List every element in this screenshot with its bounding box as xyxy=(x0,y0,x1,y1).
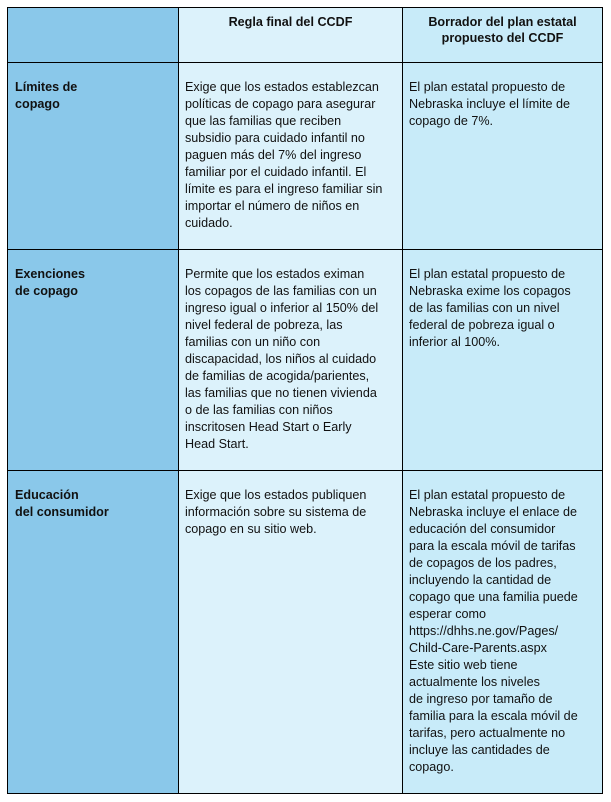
final-rule-cell xyxy=(179,250,403,471)
final-rule-line: las familias que no tienen vivienda xyxy=(185,386,377,400)
state-plan-line: incluye las cantidades de xyxy=(409,743,550,757)
state-plan-line: https://dhhs.ne.gov/Pages/ xyxy=(409,624,559,638)
row-label-line: del consumidor xyxy=(15,505,109,519)
state-plan-line: El plan estatal propuesto de xyxy=(409,267,566,281)
state-plan-line: Nebraska incluye el límite de xyxy=(409,97,570,111)
state-plan-line: copago. xyxy=(409,760,454,774)
state-plan-line: de copagos de los padres, xyxy=(409,556,557,570)
final-rule-line: o de las familias con niños xyxy=(185,403,333,417)
final-rule-line: información sobre su sistema de xyxy=(185,505,367,519)
final-rule-line: inscritosen Head Start o Early xyxy=(185,420,352,434)
table-row xyxy=(8,63,603,250)
state-plan-cell xyxy=(403,250,603,471)
state-plan-line: actualmente los niveles xyxy=(409,675,540,689)
state-plan-line: tarifas, pero actualmente no xyxy=(409,726,566,740)
final-rule-line: Exige que los estados establezcan xyxy=(185,80,379,94)
state-plan-line: Child-Care-Parents.aspx xyxy=(409,641,547,655)
table-row xyxy=(8,250,603,471)
row-label-line: copago xyxy=(15,97,60,111)
row-label-copay-limits xyxy=(8,63,179,250)
header-row xyxy=(8,8,603,63)
final-rule-line: políticas de copago para asegurar xyxy=(185,97,376,111)
final-rule-line: importar el número de niños en xyxy=(185,199,360,213)
table-row xyxy=(8,471,603,794)
row-label-copay-exemptions xyxy=(8,250,179,471)
final-rule-line: ingreso igual o inferior al 150% del xyxy=(185,301,379,315)
final-rule-line: que las familias que reciben xyxy=(185,114,342,128)
state-plan-line: educación del consumidor xyxy=(409,522,556,536)
final-rule-line: copago en su sitio web. xyxy=(185,522,317,536)
row-label-line: Educación xyxy=(15,488,79,502)
final-rule-line: Permite que los estados eximan xyxy=(185,267,365,281)
state-plan-line: federal de pobreza igual o xyxy=(409,318,555,332)
state-plan-line: Nebraska incluye el enlace de xyxy=(409,505,578,519)
row-label-line: Límites de xyxy=(15,80,78,94)
final-rule-line: de familias de acogida/parientes, xyxy=(185,369,370,383)
row-label-consumer-education xyxy=(8,471,179,794)
final-rule-line: cuidado. xyxy=(185,216,233,230)
final-rule-line: discapacidad, los niños al cuidado xyxy=(185,352,377,366)
row-label-line: Exenciones xyxy=(15,267,85,281)
state-plan-line: esperar como xyxy=(409,607,486,621)
final-rule-line: familiar por el cuidado infantil. El xyxy=(185,165,367,179)
final-rule-cell xyxy=(179,471,403,794)
state-plan-line: para la escala móvil de tarifas xyxy=(409,539,576,553)
state-plan-cell xyxy=(403,471,603,794)
state-plan-line: de ingreso por tamaño de xyxy=(409,692,553,706)
copay-comparison-table xyxy=(7,7,603,794)
final-rule-line: paguen más del 7% del ingreso xyxy=(185,148,362,162)
state-plan-line: copago que una familia puede xyxy=(409,590,578,604)
state-plan-cell xyxy=(403,63,603,250)
header-final-rule: Regla final del CCDF xyxy=(179,8,403,63)
state-plan-line: El plan estatal propuesto de xyxy=(409,80,566,94)
state-plan-line: Este sitio web tiene xyxy=(409,658,518,672)
state-plan-line: El plan estatal propuesto de xyxy=(409,488,566,502)
final-rule-line: subsidio para cuidado infantil no xyxy=(185,131,365,145)
final-rule-line: familias con un niño con xyxy=(185,335,321,349)
state-plan-line: de las familias con un nivel xyxy=(409,301,560,315)
state-plan-line: incluyendo la cantidad de xyxy=(409,573,552,587)
state-plan-line: copago de 7%. xyxy=(409,114,494,128)
state-plan-line: Nebraska exime los copagos xyxy=(409,284,571,298)
final-rule-line: nivel federal de pobreza, las xyxy=(185,318,343,332)
final-rule-line: Exige que los estados publiquen xyxy=(185,488,367,502)
final-rule-line: los copagos de las familias con un xyxy=(185,284,377,298)
row-label-line: de copago xyxy=(15,284,78,298)
final-rule-line: Head Start. xyxy=(185,437,249,451)
state-plan-line: inferior al 100%. xyxy=(409,335,501,349)
state-plan-line: familia para la escala móvil de xyxy=(409,709,578,723)
header-state-plan: Borrador del plan estatal propuesto del CCDF xyxy=(403,8,603,63)
final-rule-line: límite es para el ingreso familiar sin xyxy=(185,182,383,196)
final-rule-cell xyxy=(179,63,403,250)
header-empty-cell xyxy=(8,8,179,63)
